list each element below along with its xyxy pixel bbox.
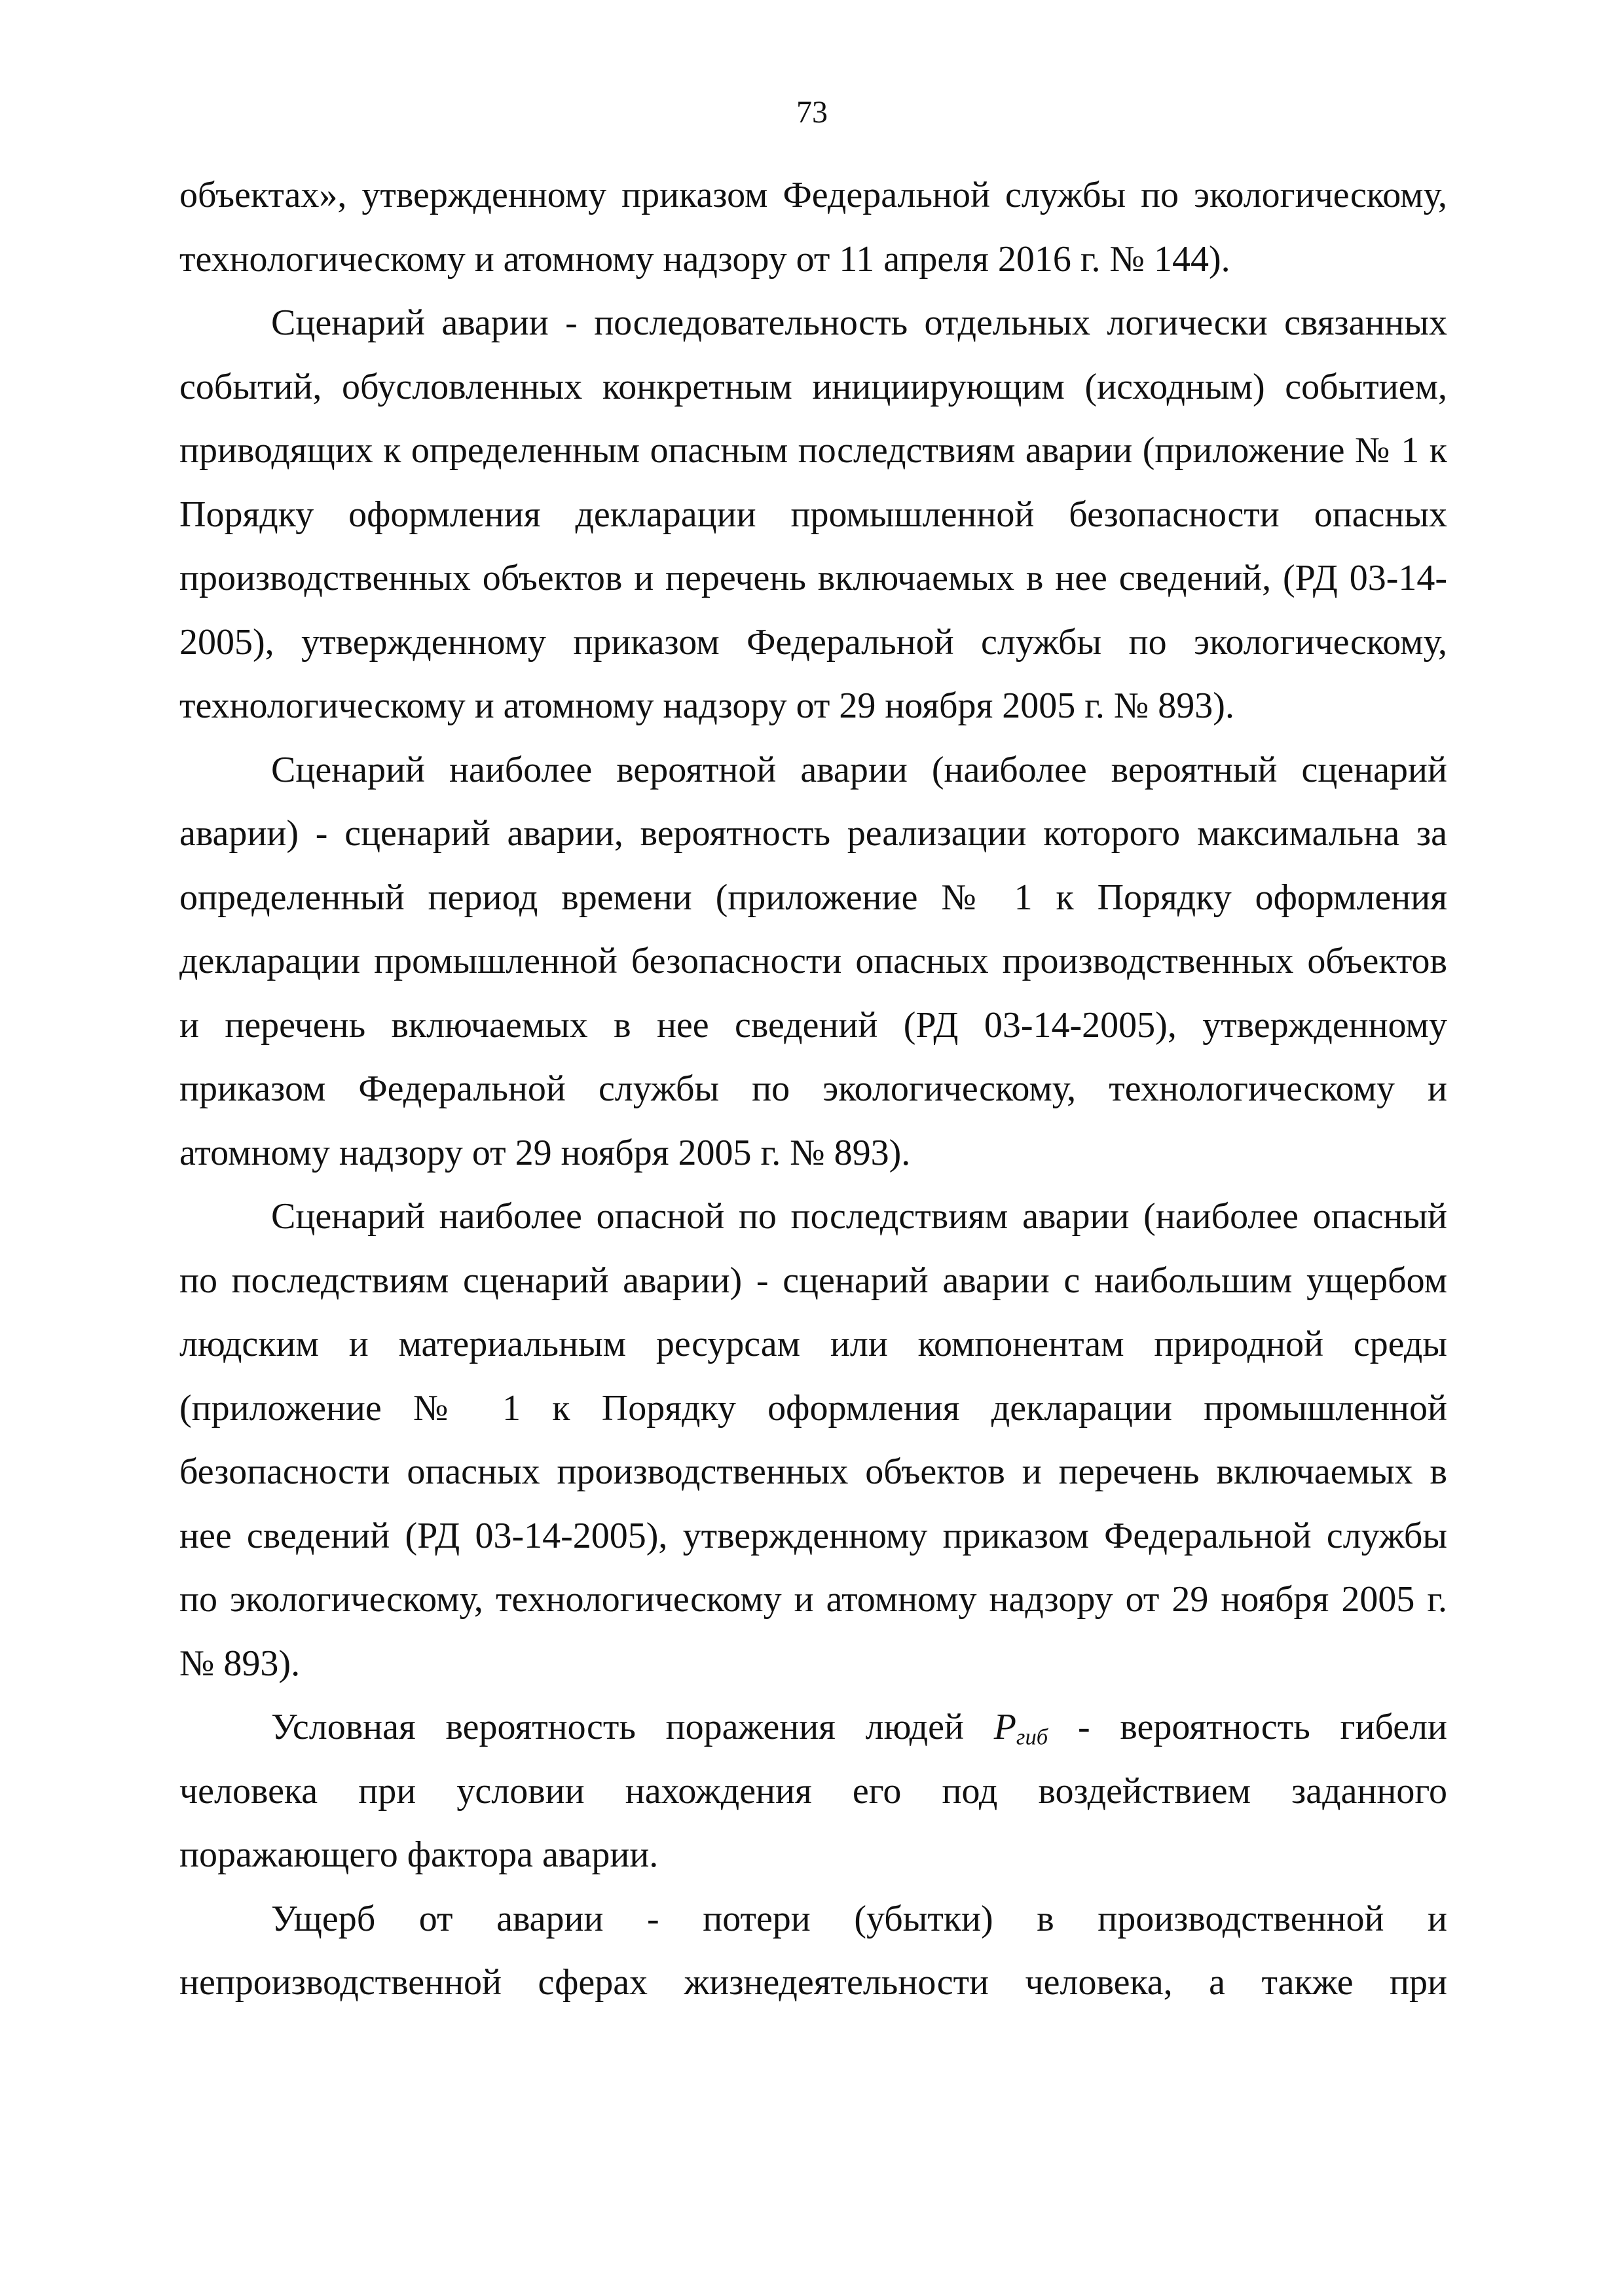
conditional-probability-intro: Условная вероятность поражения людей <box>271 1707 994 1747</box>
paragraph-accident-damage: Ущерб от аварии - потери (убытки) в производственной и непроизводственной сферах жизнедеятельности человека, а также при <box>179 1898 1447 2003</box>
paragraph-most-probable-scenario: Сценарий наиболее вероятной аварии (наиболее вероятный сценарий аварии) - сценарий аварии, вероятность реализации которого максимальна за определенный период времени (приложение № 1 к Порядку оформления декларации промышленной безопасности опасных производственных объектов и перечень включаемых в нее сведений (РД 03-14-2005), утвержденному приказом Федеральной службы по экологическому, технологическому и атомному надзору от 29 ноября 2005 г. № 893). <box>179 749 1447 1173</box>
probability-symbol-subscript: гиб <box>1016 1724 1048 1750</box>
paragraph-continuation: объектах», утвержденному приказом Федеральной службы по экологическому, технологическому и атомному надзору от 11 апреля 2016 г. № 144). <box>179 175 1447 280</box>
probability-symbol-main: P <box>993 1707 1016 1747</box>
paragraph-accident-scenario: Сценарий аварии - последовательность отдельных логически связанных событий, обусловленных конкретным инициирующим (исходным) событием, приводящих к определенным опасным последствиям аварии (приложение № 1 к Порядку оформления декларации промышленной безопасности опасных производственных объектов и перечень включаемых в нее сведений, (РД 03-14-2005), утвержденному приказом Федеральной службы по экологическому, технологическому и атомному надзору от 29 ноября 2005 г. № 893). <box>179 302 1447 726</box>
probability-symbol <box>993 1707 1048 1750</box>
conditional-probability-definition: - вероятность гибели человека при условии нахождения его под воздействием заданного поражающего фактора аварии. <box>179 1707 1447 1875</box>
document-body <box>179 164 1447 2015</box>
page-number: 73 <box>796 95 828 130</box>
paragraph-conditional-probability <box>179 1696 1447 1887</box>
paragraph-most-dangerous-scenario: Сценарий наиболее опасной по последствиям аварии (наиболее опасный по последствиям сценарий аварии) - сценарий аварии с наибольшим ущербом людским и материальным ресурсам или компонентам природной среды (приложение № 1 к Порядку оформления декларации промышленной безопасности опасных производственных объектов и перечень включаемых в нее сведений (РД 03-14-2005), утвержденному приказом Федеральной службы по экологическому, технологическому и атомному надзору от 29 ноября 2005 г. № 893). <box>179 1196 1447 1684</box>
